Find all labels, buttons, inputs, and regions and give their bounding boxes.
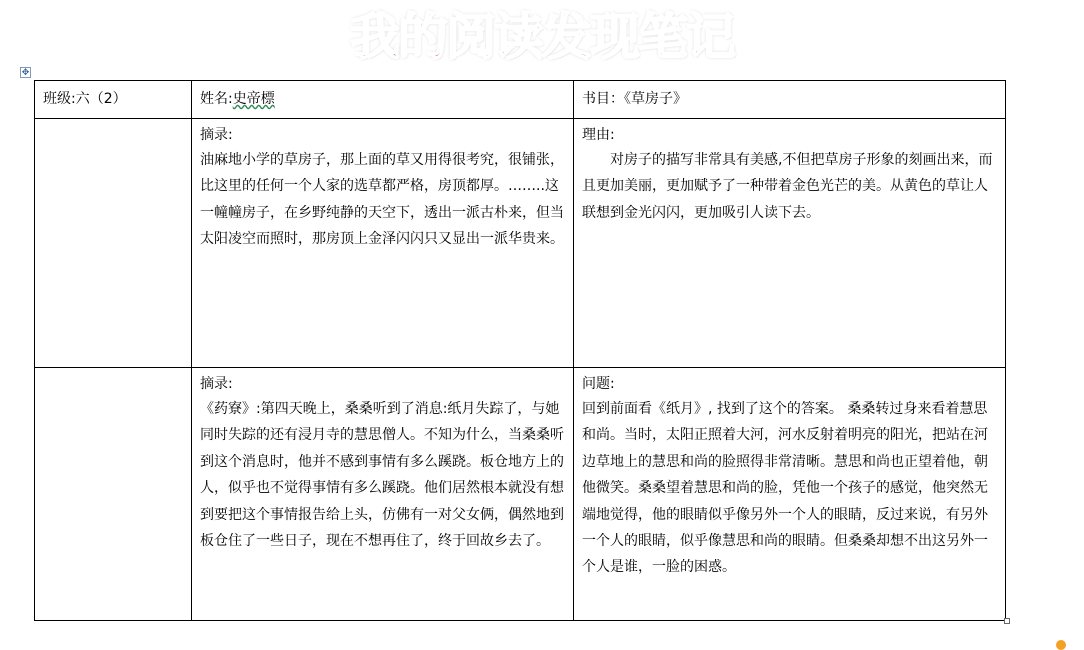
confusion-row: [35, 368, 1006, 621]
title-char: 笔: [638, 8, 686, 66]
header-row: [35, 81, 1006, 119]
class-cell: [35, 81, 192, 119]
discovery-row: [35, 119, 1006, 368]
reason-text: 对房子的描写非常具有美感,不但把草房子形象的刻画出来，而且更加美丽，更加赋予了一种带着金色光芒的美。从黄色的草让人联想到金光闪闪，更加吸引人读下去。: [582, 152, 993, 221]
discovery-reason-cell: [574, 119, 1006, 368]
question-text: 回到前面看《纸月》, 找到了这个的答案。 桑桑转过身来看着慧思和尚。当时，太阳正照着大河，河水反射着明亮的阳光，把站在河边草地上的慧思和尚的脸照得非常清晰。慧思和尚也正望着他，朝他微笑。桑桑望着慧思和尚的脸，凭他一个孩子的感觉，他突然无端地觉得，他的眼睛似乎像另外一个人的眼睛，反过来说，有另外一个人的眼睛，似乎像慧思和尚的眼睛。但桑桑却想不出这另外一个人是谁，一脸的困惑。: [582, 401, 988, 576]
title-char: 的: [398, 8, 446, 66]
confusion-question-cell: [574, 368, 1006, 621]
excerpt-label: 摘录:: [200, 127, 233, 143]
title-char: 记: [686, 8, 734, 66]
title-char: 读: [494, 8, 542, 66]
discovery-section-label: 我的发现: [35, 119, 192, 368]
move-cross-icon[interactable]: ✥: [21, 68, 30, 78]
reading-notes-table: [34, 80, 1006, 621]
excerpt-label: 摘录:: [200, 376, 233, 392]
confusion-excerpt-cell: [192, 368, 574, 621]
excerpt-text: 油麻地小学的草房子，那上面的草又用得很考究，很铺张，比这里的任何一个人家的选草都严格，房顶都厚。……..这一幢幢房子，在乡野纯静的天空下，透出一派古朴来，但当太阳凌空而照时，那房顶上金泽闪闪只又显出一派华贵来。: [200, 152, 564, 248]
table-resize-handle[interactable]: [1004, 618, 1010, 624]
title-char: 我: [350, 8, 398, 66]
title-char: 发: [542, 8, 590, 66]
book-label: 书目：《草房子》: [582, 91, 687, 107]
question-label: 问题:: [582, 376, 615, 392]
name-cell: [192, 81, 574, 119]
book-cell: [574, 81, 1006, 119]
title-char: 阅: [446, 8, 494, 66]
title-char: 现: [590, 8, 638, 66]
discovery-excerpt-cell: [192, 119, 574, 368]
name-value: 史帝標: [232, 91, 275, 107]
status-dot-icon: [1056, 640, 1066, 650]
class-label: 班级:六（2）: [43, 91, 127, 107]
page-title: [0, 6, 1084, 68]
excerpt-text: 《药寮》:第四天晚上，桑桑听到了消息:纸月失踪了，与她同时失踪的还有浸月寺的慧思僧人。不知为什么，当桑桑听到这个消息时，他并不感到事情有多么蹊跷。板仓地方上的人，似乎也不觉得事情有多么蹊跷。他们居然根本就没有想到要把这个事情报告给上头，仿佛有一对父女俩，偶然地到板仓住了一些日子，现在不想再住了，终于回故乡去了。: [200, 401, 564, 550]
name-label: 姓名:: [200, 91, 233, 107]
reason-label: 理由:: [582, 127, 615, 143]
confusion-section-label: 我的困惑: [35, 368, 192, 621]
